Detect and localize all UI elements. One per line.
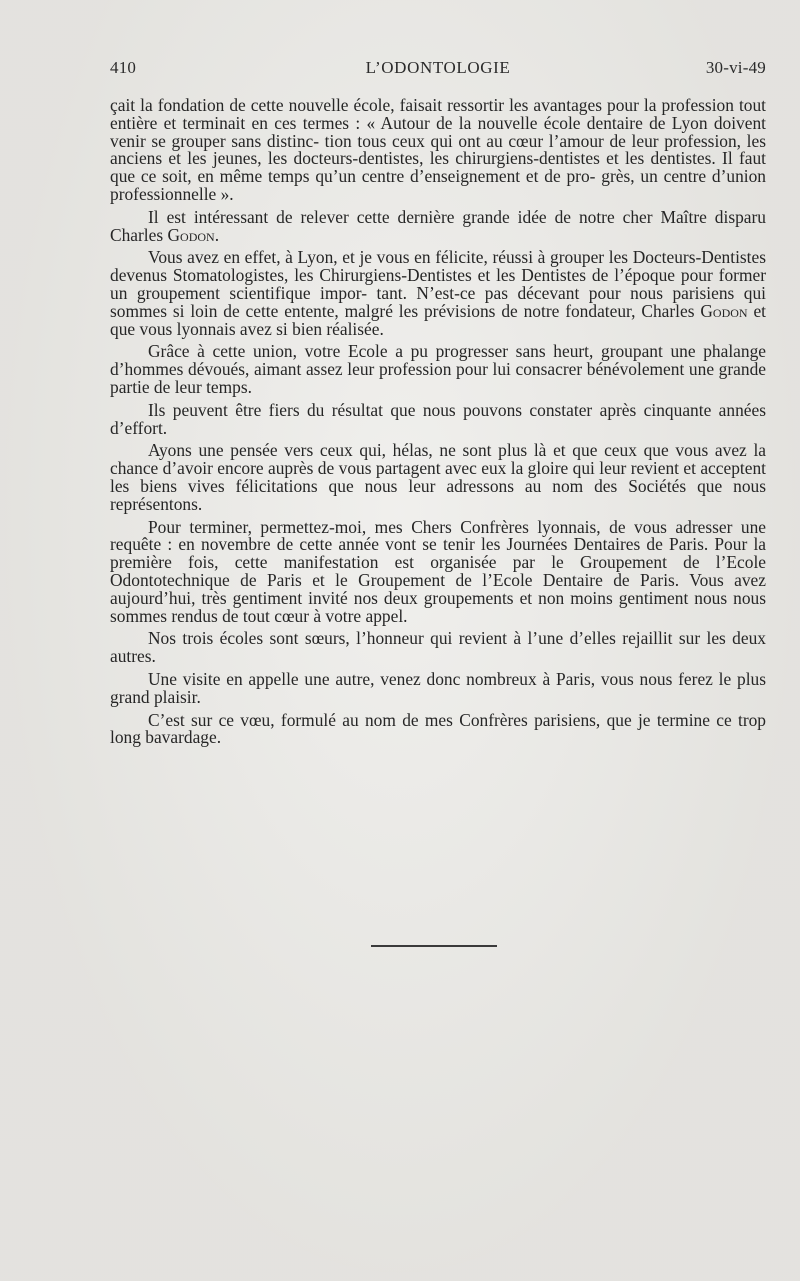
paragraph: Une visite en appelle une autre, venez donc nombreux à Paris, vous nous ferez le plus grand plaisir. (110, 668, 766, 707)
paragraph: Grâce à cette union, votre Ecole a pu progresser sans heurt, groupant une phalange d’hommes dévoués, aimant assez leur profession pour lui consacrer bénévolement une grande partie de leur temps. (110, 341, 766, 397)
page-number: 410 (110, 58, 137, 77)
journal-title: L’ODONTOLOGIE (365, 58, 511, 77)
paragraph: Ayons une pensée vers ceux qui, hélas, ne sont plus là et que ceux que vous avez la chance d’avoir encore auprès de vous partagent avec eux la gloire qui leur revient et acceptent les biens vives félicitations que nous leur adressons au nom des Sociétés que nous représentons. (110, 440, 766, 514)
paragraph: Pour terminer, permettez-moi, mes Chers Confrères lyonnais, de vous adresser une requête : en novembre de cette année vont se tenir les Journées Dentaires de Paris. Pour la première fois, cette manifestation est organisée par le Groupement de l’Ecole Odontotechnique de Paris et le Groupement de l’Ecole Dentaire de Paris. Vous avez aujourd’hui, très gentiment invité nos deux groupements et non moins gentiment nous nous sommes rendus de tout cœur à votre appel. (110, 516, 766, 626)
person-name: Godon (167, 224, 215, 245)
running-header (110, 58, 766, 82)
article-body (110, 97, 766, 752)
paragraph-text: Il est intéressant de relever cette dernière grande idée de notre cher Maître disparu Charles (110, 206, 766, 245)
paragraph: Nos trois écoles sont sœurs, l’honneur qui revient à l’une d’elles rejaillit sur les deux autres. (110, 628, 766, 667)
paragraph (110, 206, 766, 245)
paragraph-text: . (214, 224, 220, 245)
paragraph-text: et que vous lyonnais avez si bien réalisée. (110, 300, 766, 339)
paragraph: çait la fondation de cette nouvelle école, faisait ressortir les avantages pour la profession tout entière et terminait en ces termes : « Autour de la nouvelle école dentaire de Lyon doivent venir se grouper sans distinc- tion tous ceux qui ont au cœur l’amour de leur profession, les anciens et les jeunes, les docteurs-dentistes, les chirurgiens-dentistes et les dentistes. Il faut que ce soit, en même temps qu’un centre d’enseignement et de pro- grès, un centre d’union professionnelle ». (110, 95, 766, 204)
paragraph-text: Vous avez en effet, à Lyon, et je vous en félicite, réussi à grouper les Docteurs-Dentistes devenus Stomatologistes, les Chirurgiens-Dentistes et les Dentistes de l’époque pour former un groupement scientifique impor- tant. N’est-ce pas décevant pour nous parisiens qui sommes si loin de cette entente, malgré les prévisions de notre fondateur, Charles (110, 247, 766, 321)
paragraph: Ils peuvent être fiers du résultat que nous pouvons constater après cinquante années d’effort. (110, 399, 766, 438)
paragraph: C’est sur ce vœu, formulé au nom de mes Confrères parisiens, que je termine ce trop long bavardage. (110, 709, 766, 748)
person-name: Godon (700, 300, 748, 321)
paragraph (110, 249, 766, 338)
issue-date: 30-vi-49 (705, 58, 766, 77)
section-end-rule (371, 945, 497, 947)
